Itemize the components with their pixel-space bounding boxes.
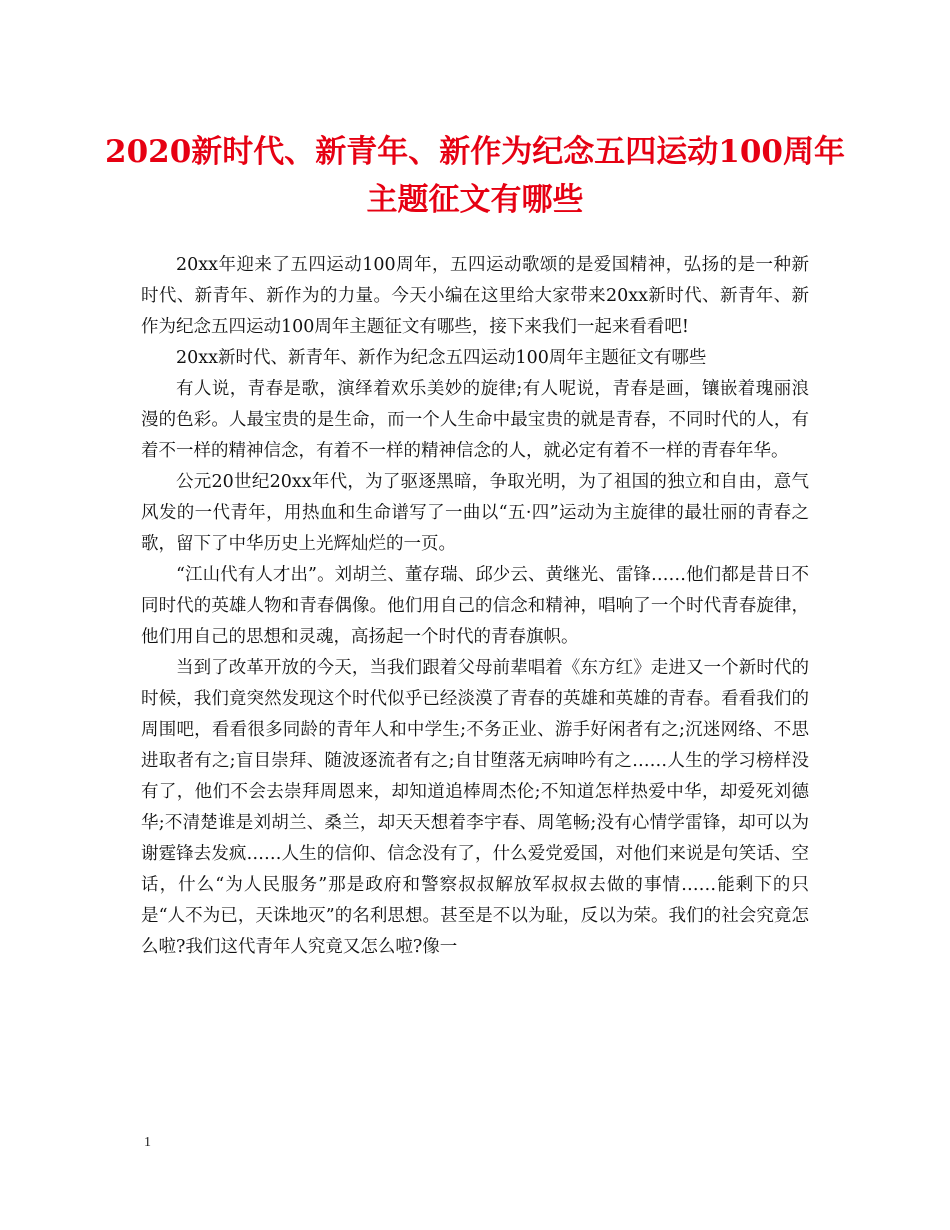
paragraph-youth: 有人说，青春是歌，演绎着欢乐美妙的旋律;有人呢说，青春是画，镶嵌着瑰丽浪漫的色彩。人最宝贵的是生命，而一个人生命中最宝贵的就是青春，不同时代的人，有着不一样的精神信念，有着不一样的精神信念的人，就必定有着不一样的青春年华。 xyxy=(141,379,809,461)
document-title xyxy=(100,128,850,224)
paragraph-heroes: “江山代有人才出”。刘胡兰、董存瑞、邱少云、黄继光、雷锋……他们都是昔日不同时代的英雄人物和青春偶像。他们用自己的信念和精神，唱响了一个时代青春旋律，他们用自己的思想和灵魂，高扬起一个时代的青春旗帜。 xyxy=(141,565,809,647)
page-number: 1 xyxy=(144,1135,151,1150)
paragraph-intro: 20xx年迎来了五四运动100周年，五四运动歌颂的是爱国精神，弘扬的是一种新时代、新青年、新作为的力量。今天小编在这里给大家带来20xx新时代、新青年、新作为纪念五四运动100周年主题征文有哪些，接下来我们一起来看看吧! xyxy=(141,255,809,337)
title-line-1: 2020新时代、新青年、新作为纪念五四运动100周年 xyxy=(105,134,845,170)
paragraph-subtitle: 20xx新时代、新青年、新作为纪念五四运动100周年主题征文有哪些 xyxy=(176,348,707,368)
paragraph-reform-era: 当到了改革开放的今天，当我们跟着父母前辈唱着《东方红》走进又一个新时代的时候，我们竟突然发现这个时代似乎已经淡漠了青春的英雄和英雄的青春。看看我们的周围吧，看看很多同龄的青年人和中学生;不务正业、游手好闲者有之;沉迷网络、不思进取者有之;盲目崇拜、随波逐流者有之;自甘堕落无病呻吟有之……人生的学习榜样没有了，他们不会去崇拜周恩来，却知道追棒周杰伦;不知道怎样热爱中华，却爱死刘德华;不清楚谁是刘胡兰、桑兰，却天天想着李宇春、周笔畅;没有心情学雷锋，却可以为谢霆锋去发疯……人生的信仰、信念没有了，什么爱党爱国，对他们来说是句笑话、空话，什么“为人民服务”那是政府和警察叔叔解放军叔叔去做的事情……能剩下的只是“人不为已，天诛地灭”的名利思想。甚至是不以为耻，反以为荣。我们的社会究竟怎么啦?我们这代青年人究竟又怎么啦?像一 xyxy=(141,658,809,957)
document-body xyxy=(141,250,809,963)
title-line-2: 主题征文有哪些 xyxy=(366,182,584,218)
paragraph-may-fourth: 公元20世纪20xx年代，为了驱逐黑暗，争取光明，为了祖国的独立和自由，意气风发的一代青年，用热血和生命谱写了一曲以“五·四”运动为主旋律的最壮丽的青春之歌，留下了中华历史上光辉灿烂的一页。 xyxy=(141,472,809,554)
